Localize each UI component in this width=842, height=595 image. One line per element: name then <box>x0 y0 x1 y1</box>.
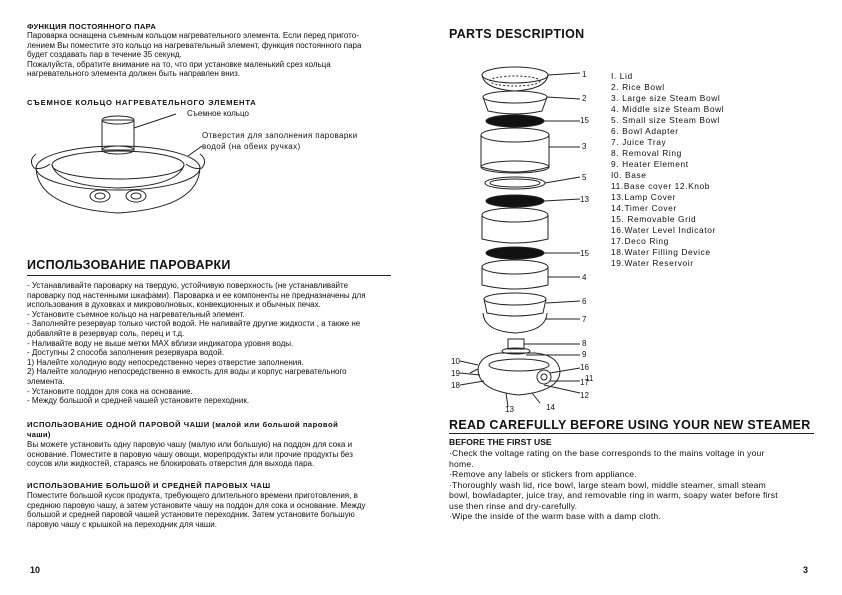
diagram-label: 13 <box>580 195 589 204</box>
two-bowls-title: ИСПОЛЬЗОВАНИЕ БОЛЬШОЙ И СРЕДНЕЙ ПАРОВЫХ ЧАШ <box>27 481 271 490</box>
diagram-label: 16 <box>580 363 589 372</box>
exploded-parts-diagram <box>440 55 600 415</box>
text-line: пароварку под настенными шкафами). Пароварка и ее компоненты не предназначены для <box>27 290 366 300</box>
text-line: - Наливайте воду не выше метки MAX вблизи индикатора уровня воды. <box>27 338 294 348</box>
diagram-label: 12 <box>580 391 589 400</box>
ring-section-title: СЪЕМНОЕ КОЛЬЦО НАГРЕВАТЕЛЬНОГО ЭЛЕМЕНТА <box>27 98 257 107</box>
list-item: 5. Small size Steam Bowl <box>611 115 720 125</box>
list-item: 19.Water Reservoir <box>611 258 694 268</box>
diagram-label: 7 <box>582 315 587 324</box>
list-item: 6. Bowl Adapter <box>611 126 679 136</box>
diagram-label: 8 <box>582 339 587 348</box>
text-line: ·Wipe the inside of the warm base with a damp cloth. <box>449 511 661 521</box>
text-line: - Установите съемное кольцо на нагревательный элемент. <box>27 309 245 319</box>
text-line: - Заполняйте резервуар только чистой водой. Не наливайте другие жидкости , а также не <box>27 319 361 329</box>
divider <box>27 275 391 276</box>
text-line: - Между большой и средней чашей установите переходник. <box>27 396 250 406</box>
text-line: 2) Налейте холодную непосредственно в емкость для воды и корпус нагревательного <box>27 367 347 377</box>
text-line: добавляйте в резервуар соль, перец и т.д. <box>27 328 185 338</box>
diagram-label: 11 <box>585 374 594 383</box>
text-line: ·Check the voltage rating on the base corresponds to the mains voltage in your <box>449 448 765 458</box>
diagram-label: 9 <box>582 350 587 359</box>
text-line: лением Вы поместите это кольцо на нагревательный элемент, функция постоянного пара <box>27 40 362 50</box>
list-item: 15. Removable Grid <box>611 214 697 224</box>
callout-holes-2: водой (на обеих ручках) <box>202 142 301 151</box>
text-line: - Установите поддон для сока на основание. <box>27 386 193 396</box>
diagram-label: 3 <box>582 142 587 151</box>
diagram-label: 4 <box>582 273 587 282</box>
diagram-label: 13 <box>505 405 514 414</box>
text-line: будет создавать пар в течение 35 секунд. <box>27 50 182 60</box>
one-bowl-text <box>27 440 397 469</box>
parts-list <box>611 71 724 269</box>
text-line: - Доступны 2 способа заполнения резервуара водой. <box>27 348 225 358</box>
diagram-label: 15 <box>580 249 589 258</box>
list-item: 3. Large size Steam Bowl <box>611 93 721 103</box>
text-line: нагревательного элемента должен быть направлен вниз. <box>27 69 241 79</box>
parts-title: PARTS DESCRIPTION <box>449 27 585 41</box>
diagram-label: 17 <box>580 378 589 387</box>
divider <box>449 433 814 434</box>
diagram-label: 1 <box>582 70 587 79</box>
list-item: 7. Juice Tray <box>611 137 667 147</box>
list-item: 17.Deco Ring <box>611 236 669 246</box>
text-line: ·Remove any labels or stickers from appliance. <box>449 469 637 479</box>
list-item: 9. Heater Element <box>611 159 689 169</box>
list-item: I0. Base <box>611 170 647 180</box>
diagram-label: 14 <box>546 403 555 412</box>
before-first-use-text <box>449 448 819 522</box>
text-line: элемента. <box>27 376 65 386</box>
text-line: home. <box>449 458 474 469</box>
diagram-label: 18 <box>451 381 460 390</box>
text-line: Пароварка оснащена съемным кольцом нагревательного элемента. Если перед пригото- <box>27 31 359 40</box>
diagram-label: 15 <box>580 116 589 125</box>
diagram-label: 10 <box>451 357 460 366</box>
list-item: 2. Rice Bowl <box>611 82 665 92</box>
list-item: 14.Timer Cover <box>611 203 677 213</box>
text-line: использования в духовках и микроволновых, конвекционных и обычных печах. <box>27 300 321 310</box>
diagram-label: 19 <box>451 369 460 378</box>
read-carefully-title: READ CAREFULLY BEFORE USING YOUR NEW STEAMER <box>449 418 811 432</box>
text-line: соусов или жидкостей, стараясь не блокировать отверстия для выхода пара. <box>27 459 315 469</box>
list-item: I. Lid <box>611 71 633 81</box>
list-item: 11.Base cover 12.Knob <box>611 181 711 191</box>
text-line: bowl, bowladapter, juice tray, and removable ring in warm, soapy water before first <box>449 490 778 500</box>
diagram-label: 2 <box>582 94 587 103</box>
text-line: большой и средней паровой чашей установите переходник. Затем установите большую <box>27 510 355 520</box>
diagram-label: 5 <box>582 173 587 182</box>
text-line: - Устанавливайте пароварку на твердую, устойчивую поверхность (не устанавливайте <box>27 281 349 290</box>
constant-steam-text <box>27 31 412 79</box>
list-item: 16.Water Level Indicator <box>611 225 716 235</box>
before-first-use-title: BEFORE THE FIRST USE <box>449 437 552 447</box>
text-line: основание. Поместите в паровую чашу овощи, морепродукты или прочие продукты без <box>27 449 353 459</box>
one-bowl-title-2: чаши) <box>27 430 51 439</box>
text-line: паровую чашу с крышкой на переходник для чаши. <box>27 519 217 529</box>
list-item: 18.Water Filling Device <box>611 247 711 257</box>
text-line: Пожалуйста, обратите внимание на то, что при установке маленький срез кольца <box>27 59 331 69</box>
text-line: Поместите большой кусок продукта, требующего длительного времени приготовления, в <box>27 491 358 500</box>
page-number-right: 3 <box>803 565 809 575</box>
list-item: 13.Lamp Cover <box>611 192 677 202</box>
text-line: среднюю паровую чашу, а затем установите чашу на поддон для сока и основание. Между <box>27 500 366 510</box>
text-line: ·Thoroughly wash lid, rice bowl, large steam bowl, middle steamer, small steam <box>449 479 766 490</box>
constant-steam-title: ФУНКЦИЯ ПОСТОЯННОГО ПАРА <box>27 22 157 31</box>
two-bowls-text <box>27 491 397 529</box>
usage-text <box>27 281 397 406</box>
steamer-base-illustration <box>28 108 208 228</box>
text-line: Вы можете установить одну паровую чашу (малую или большую) на поддон для сока и <box>27 440 353 449</box>
list-item: 8. Removal Ring <box>611 148 682 158</box>
page-number-left: 10 <box>30 565 41 575</box>
callout-holes-1: Отверстия для заполнения пароварки <box>202 131 358 140</box>
list-item: 4. Middle size Steam Bowl <box>611 104 725 114</box>
diagram-label: 6 <box>582 297 587 306</box>
callout-ring: Съемное кольцо <box>187 109 249 118</box>
one-bowl-title-1: ИСПОЛЬЗОВАНИЕ ОДНОЙ ПАРОВОЙ ЧАШИ (малой или большой паровой <box>27 420 339 429</box>
usage-title: ИСПОЛЬЗОВАНИЕ ПАРОВАРКИ <box>27 258 231 272</box>
text-line: 1) Налейте холодную воду непосредственно через отверстие заполнения. <box>27 357 304 367</box>
text-line: use then rinse and dry-carefully. <box>449 500 578 511</box>
